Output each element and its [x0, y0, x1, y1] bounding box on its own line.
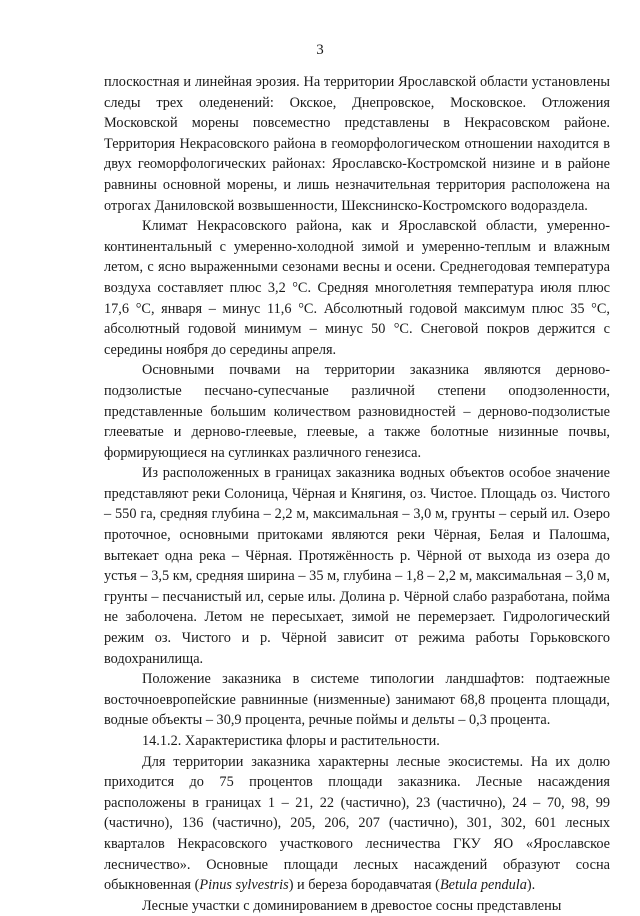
document-body: [104, 72, 610, 916]
paragraph-soils: Основными почвами на территории заказника являются дерново-подзолистые песчано-супесчаные различной степени оподзоленности, представленные большим количеством разновидностей – дерново-подзолистые глееватые и дерново-глеевые, глеевые, а также болотные низинные почвы, формирующиеся на суглинках различного генезиса.: [104, 362, 610, 461]
paragraph-forests: [104, 752, 610, 896]
paragraph-water-bodies: Из расположенных в границах заказника водных объектов особое значение представляют реки Солоница, Чёрная и Княгиня, оз. Чистое. Площадь оз. Чистого – 550 га, средняя глубина – 2,2 м, максимальная – 3,0 м, грунты – серый ил. Озеро проточное, основными притоками являются реки Чёрная, Белая и Палошма, вытекает одна река – Чёрная. Протяжённость р. Чёрной от выхода из озера до устья – 3,5 км, средняя ширина – 35 м, глубина – 1,8 – 2,2 м, максимальная – 3,0 м, грунты – песчанистый ил, серые илы. Долина р. Чёрной слабо разработана, пойма не заболочена. Летом не пересыхает, зимой не перемерзает. Гидрологический режим оз. Чистого и р. Чёрной зависит от режима работы Горьковского водохранилища.: [104, 465, 610, 667]
paragraph-landscapes: Положение заказника в системе типологии ландшафтов: подтаежные восточноевропейские равнинные (низменные) занимают 68,8 процента площади, водные объекты – 30,9 процента, речные поймы и дельты – 0,3 процента.: [104, 671, 610, 729]
forests-text-end: ).: [526, 877, 536, 894]
paragraph-pine-stands: Лесные участки с доминированием в древостое сосны представлены: [142, 897, 562, 914]
section-heading-flora: 14.1.2. Характеристика флоры и растительности.: [142, 733, 440, 749]
forests-text: Для территории заказника характерны лесные экосистемы. На их долю приходится до 75 процентов площади заказника. Лесные насаждения расположены в границах 1 – 21, 22 (частично), 23 (частично), 24 – 70, 98, 99 (частично), 136 (частично), 205, 206, 207 (частично), 301, 302, 601 лесных кварталов Некрасовского участкового лесничества ГКУ ЯО «Ярославское лесничество». Основные площади лесных насаждений образуют сосна обыкновенная (: [104, 753, 610, 894]
paragraph-erosion: плоскостная и линейная эрозия. На территории Ярославской области установлены следы трех оледенений: Окское, Днепровское, Московское. Отложения Московской морены повсеместно представлены в Некрасовском районе. Территория Некрасовского района в геоморфологическом отношении находится в двух геоморфологических районах: Ярославско-Костромской низине и в районе равнины основной морены, и лишь незначительная территория расположена на отрогах Даниловской возвышенности, Шекснинско-Костромского водораздела.: [104, 74, 610, 214]
latin-name-birch: Betula pendula: [439, 877, 527, 894]
paragraph-climate: Климат Некрасовского района, как и Ярославской области, умеренно-континентальный с умеренно-холодной зимой и умеренно-теплым и влажным летом, с ясно выраженными сезонами весны и осени. Среднегодовая температура воздуха составляет плюс 3,2 °С. Средняя многолетняя температура июля плюс 17,6 °С, января – минус 11,6 °С. Абсолютный годовой максимум плюс 35 °С, абсолютный годовой минимум – минус 50 °С. Снеговой покров держится с середины ноября до середины апреля.: [104, 218, 610, 358]
forests-text-mid: ) и береза бородавчатая (: [288, 877, 440, 894]
page-number: 3: [316, 42, 324, 58]
latin-name-pine: Pinus sylvestris: [199, 877, 289, 894]
